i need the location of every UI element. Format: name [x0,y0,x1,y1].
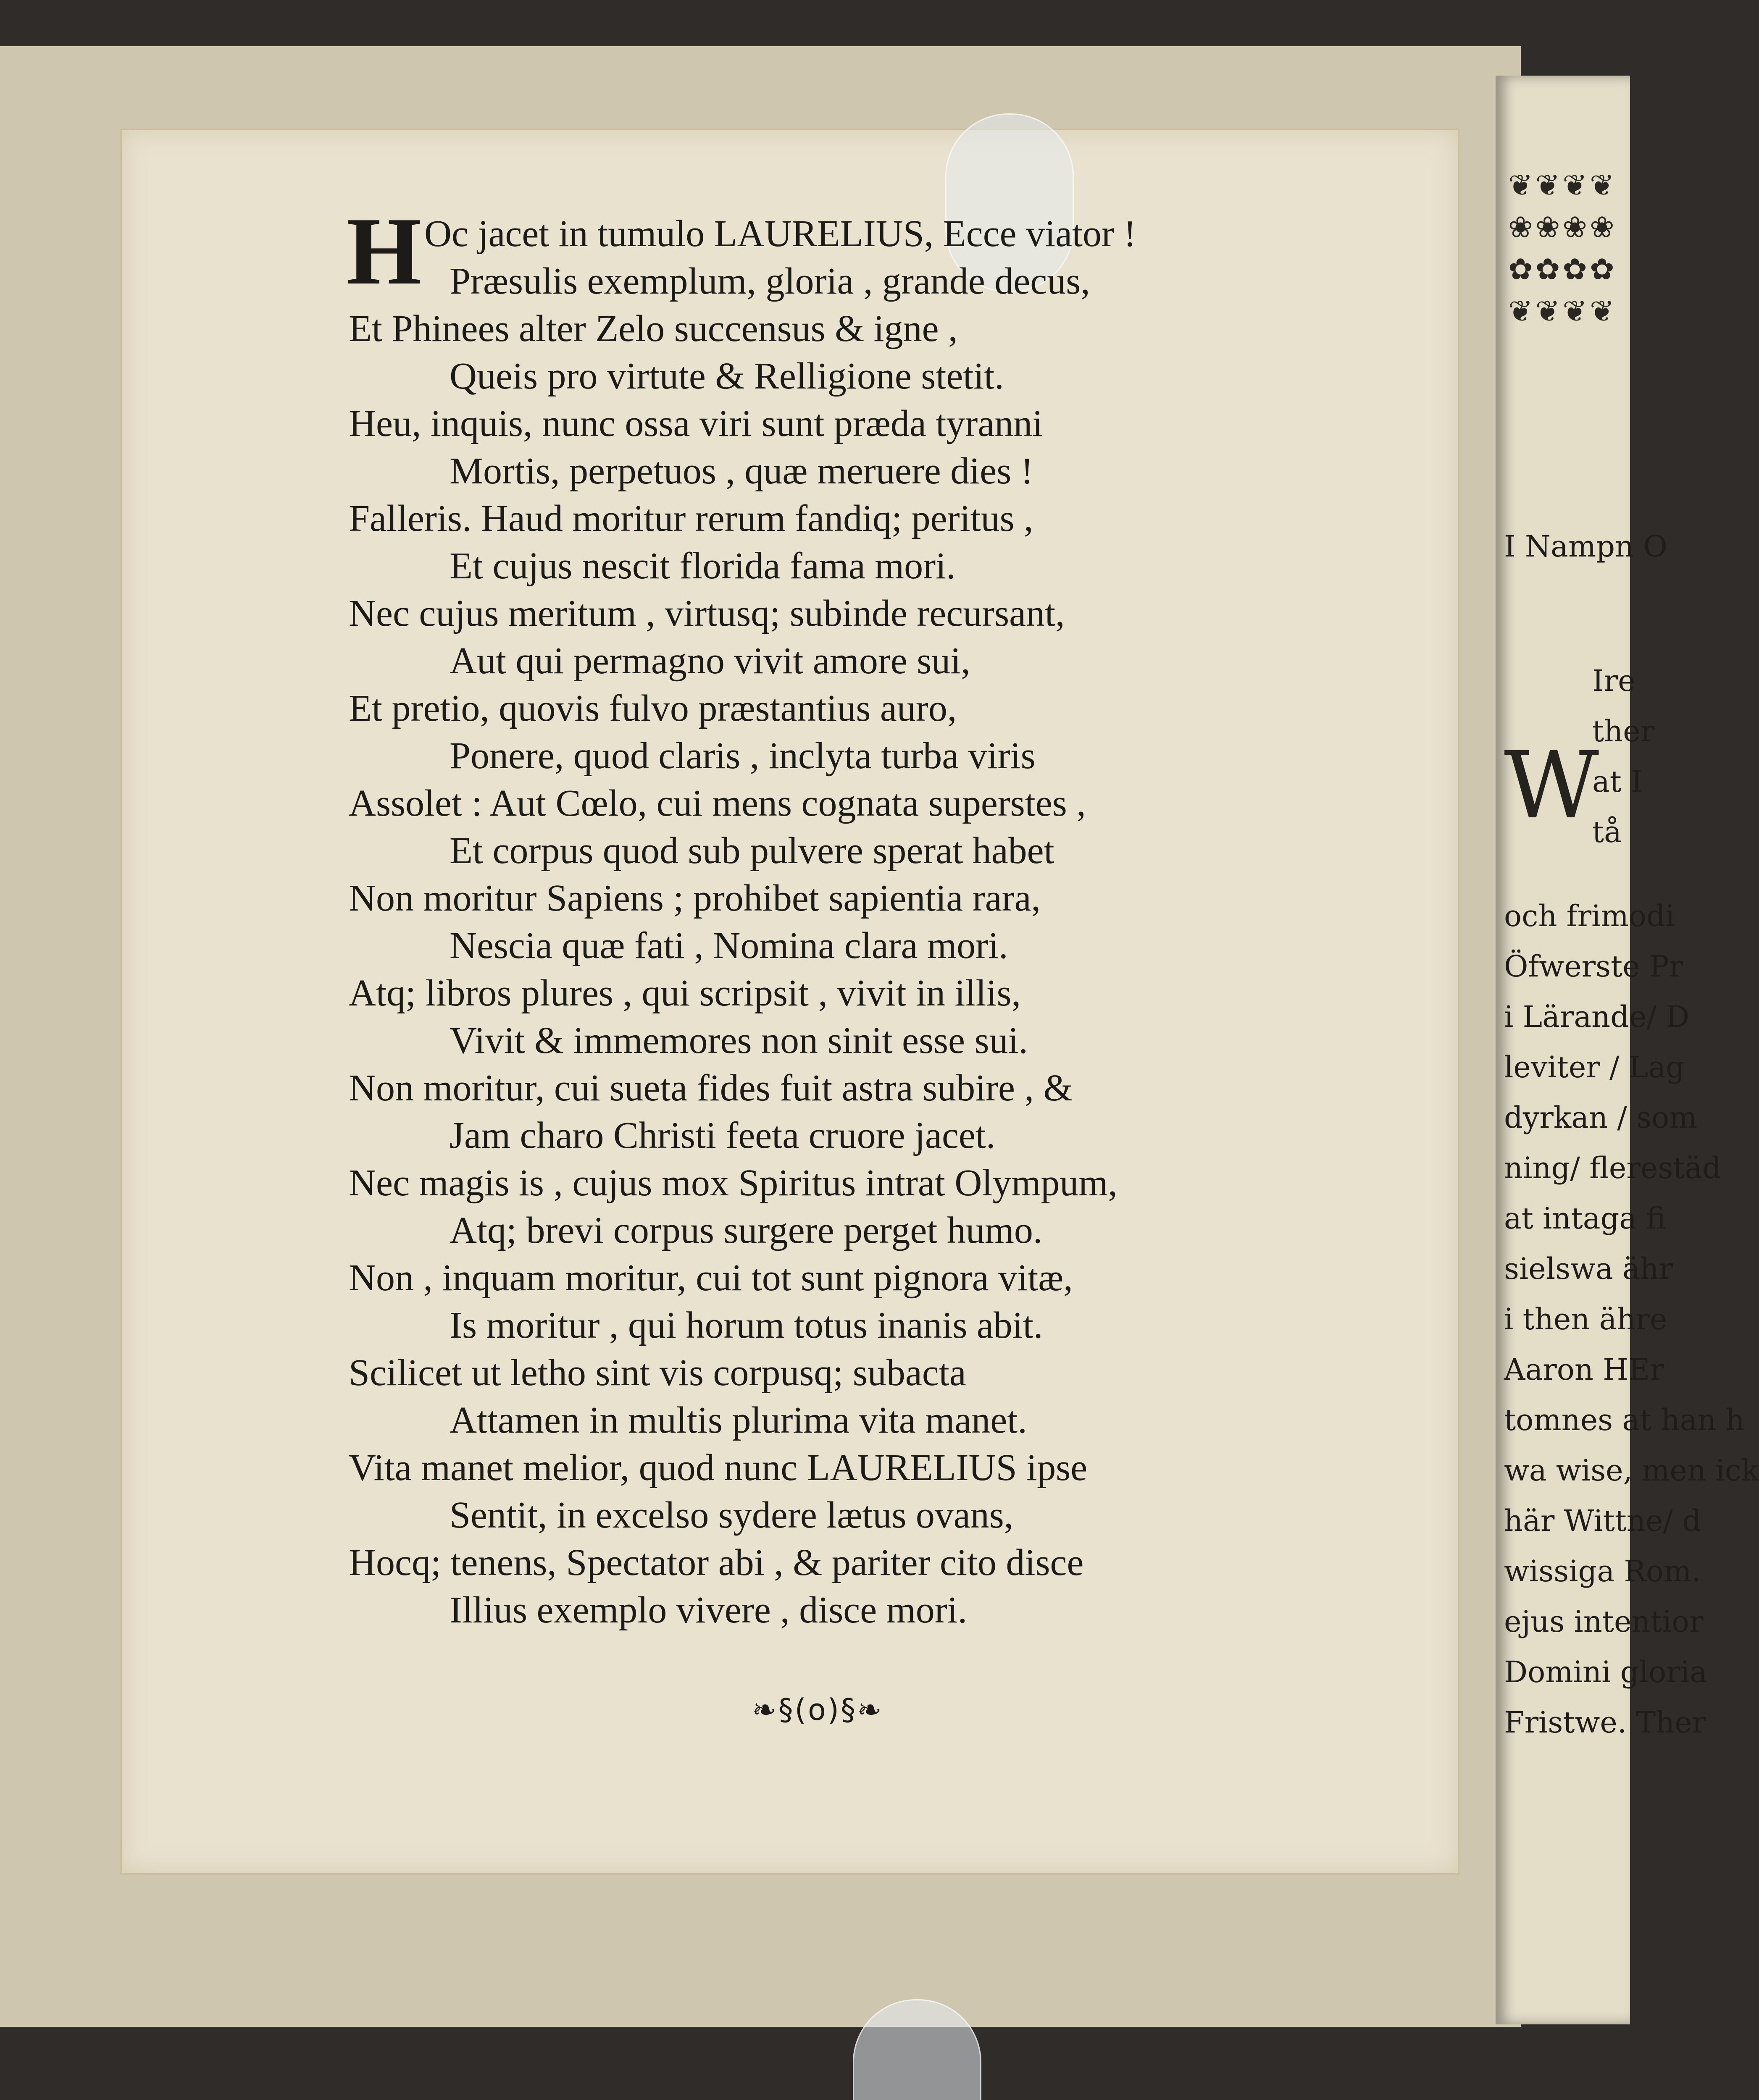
poem-line: Assolet : Aut Cœlo, cui mens cognata superstes , [349,782,1086,824]
poem-line: Non , inquam moritur, cui tot sunt pignora vitæ, [349,1257,1073,1299]
facing-page-line: och frimodi [1504,899,1675,933]
facing-page-line: leviter / Lag [1504,1050,1685,1084]
facing-page-line: tå [1592,815,1622,849]
poem-line: Vivit & immemores non sinit esse sui. [450,1020,1028,1061]
poem-line: Non moritur, cui sueta fides fuit astra subire , & [349,1067,1073,1109]
facing-page-line: tomnes at han h [1504,1403,1745,1437]
facing-page-line: ejus intentior [1504,1604,1704,1639]
poem-line: Ponere, quod claris , inclyta turba viris [450,735,1036,777]
poem-line: Nec magis is , cujus mox Spiritus intrat Olympum, [349,1162,1117,1204]
poem-line: Mortis, perpetuos , quæ meruere dies ! [450,450,1033,492]
poem-line: Et cujus nescit florida fama mori. [450,545,956,587]
facing-page-line: wissiga Rom. [1504,1554,1701,1588]
facing-page-line: I Nampn O [1504,529,1667,564]
poem-line: Oc jacet in tumulo LAURELIUS, Ecce viator ! [424,213,1136,255]
facing-page-line: at intaga fi [1504,1201,1666,1236]
facing-page-ornament: ✿✿✿✿ [1508,252,1617,286]
drop-cap: H [347,197,422,304]
poem-line: Nec cujus meritum , virtusq; subinde recursant, [349,593,1065,634]
facing-page-edge [1496,76,1759,2024]
facing-page-ornament: ❦❦❦❦ [1508,168,1617,202]
poem-line: Atq; brevi corpus surgere perget humo. [450,1210,1043,1251]
poem-line: Non moritur Sapiens ; prohibet sapientia rara, [349,877,1041,919]
end-ornament: ❧§(o)§❧ [752,1693,883,1727]
poem-line: Vita manet melior, quod nunc LAURELIUS ipse [349,1447,1088,1488]
facing-page-line: Öfwerste Pr [1504,949,1683,984]
poem-line: Præsulis exemplum, gloria , grande decus, [450,260,1090,302]
poem-line: Attamen in multis plurima vita manet. [450,1399,1027,1441]
facing-page-line: Domini gloria [1504,1655,1707,1689]
poem-line: Et pretio, quovis fulvo præstantius auro, [349,688,957,729]
poem-line: Queis pro virtute & Relligione stetit. [450,355,1004,397]
facing-page-ornament: ❀❀❀❀ [1508,210,1617,244]
poem-line: Illius exemplo vivere , disce mori. [450,1589,968,1631]
facing-page-line: Aaron HEr [1504,1352,1664,1387]
facing-page-line: sielswa ähr [1504,1252,1673,1286]
poem-line: Atq; libros plures , qui scripsit , vivit in illis, [349,972,1021,1014]
facing-page-ornament: ❦❦❦❦ [1508,294,1617,328]
poem-line: Nescia quæ fati , Nomina clara mori. [450,925,1008,966]
poem-line: Hocq; tenens, Spectator abi , & pariter cito disce [349,1542,1084,1583]
poem-line: Et corpus quod sub pulvere sperat habet [450,830,1054,872]
poem-line: Et Phinees alter Zelo succensus & igne , [349,308,958,349]
poem-line: Scilicet ut letho sint vis corpusq; subacta [349,1352,966,1394]
facing-page-line: Ire [1592,664,1635,698]
poem-line: Aut qui permagno vivit amore sui, [450,640,970,682]
poem-line: Falleris. Haud moritur rerum fandiq; peritus , [349,498,1033,539]
facing-page-line: i then ähre [1504,1302,1667,1336]
facing-page-line: Fristwe. Ther [1504,1705,1706,1740]
facing-page-line: här Wittne/ d [1504,1504,1701,1538]
facing-page-line: i Lärande/ D [1504,1000,1690,1034]
facing-page-line: at I [1592,764,1643,799]
poem-line: Jam charo Christi feeta cruore jacet. [450,1115,996,1156]
poem-line: Heu, inquis, nunc ossa viri sunt præda tyranni [349,403,1043,444]
facing-page-initial: W [1504,732,1599,839]
poem-line: Sentit, in excelso sydere lætus ovans, [450,1494,1014,1536]
facing-page-line: ning/ flerestäd [1504,1151,1721,1185]
facing-page-line: ther [1592,714,1655,748]
poem-line: Is moritur , qui horum totus inanis abit. [450,1305,1043,1346]
poem-block [347,197,1328,1634]
facing-page-line: dyrkan / som [1504,1100,1697,1135]
facing-page-line: wa wise, men ick [1504,1453,1759,1488]
